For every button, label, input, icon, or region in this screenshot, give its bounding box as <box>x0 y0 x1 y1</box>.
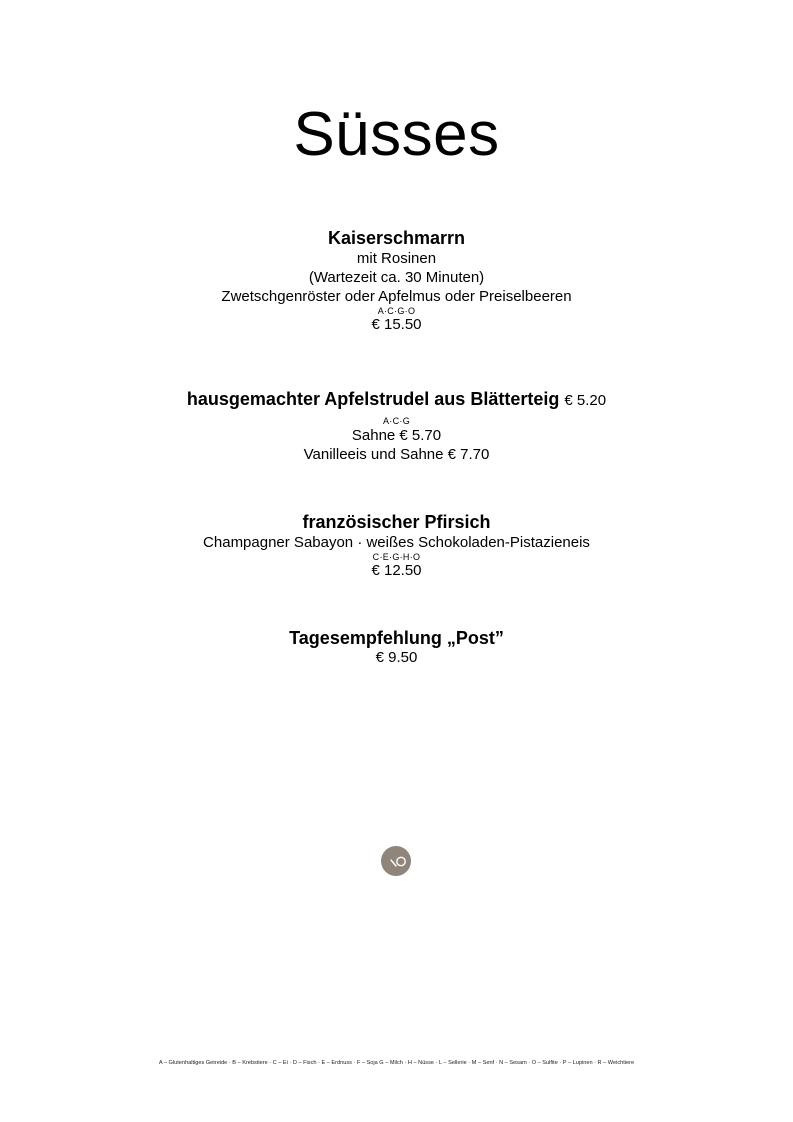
dish-kaiserschmarrn <box>0 227 793 334</box>
allergen-legend: A – Glutenhaltiges Getreide · B – Krebstiere · C – Ei · D – Fisch · E – Erdnuss · F – Soja G – Milch · H – Nüsse · L – Sellerie · M – Senf · N – Sesam · O – Sulfite · P – Lupinen · R – Weichtiere <box>158 1060 635 1066</box>
dish-price: € 12.50 <box>371 562 422 579</box>
dish-name: hausgemachter Apfelstrudel aus Blätterteig <box>186 389 560 409</box>
dish-pfirsich <box>0 511 793 580</box>
dish-price: € 5.20 <box>564 392 607 409</box>
dish-description: Champagner Sabayon · weißes Schokoladen-Pistazieneis <box>203 534 590 551</box>
allergen-codes: A·C·G <box>383 416 410 426</box>
dish-name: Kaiserschmarrn <box>327 228 466 248</box>
dish-description: mit Rosinen <box>356 250 437 267</box>
dish-apfelstrudel <box>0 388 793 464</box>
dish-name-row <box>0 388 793 412</box>
dish-description: (Wartezeit ca. 30 Minuten) <box>308 269 485 286</box>
dish-price: € 9.50 <box>375 649 418 666</box>
dish-price: € 15.50 <box>371 316 422 333</box>
allergen-codes: A·C·G·O <box>377 306 416 316</box>
dish-tagesempfehlung <box>0 627 793 667</box>
dish-name: französischer Pfirsich <box>302 512 491 532</box>
brand-logo-icon <box>381 846 411 876</box>
dish-option: Sahne € 5.70 <box>351 427 442 444</box>
dish-option: Vanilleeis und Sahne € 7.70 <box>303 446 490 463</box>
allergen-codes: C·E·G·H·O <box>372 552 421 562</box>
page-title: Süsses <box>293 100 500 169</box>
dish-name: Tagesempfehlung „Post” <box>289 628 504 648</box>
dish-description: Zwetschgenröster oder Apfelmus oder Preiselbeeren <box>221 288 572 305</box>
